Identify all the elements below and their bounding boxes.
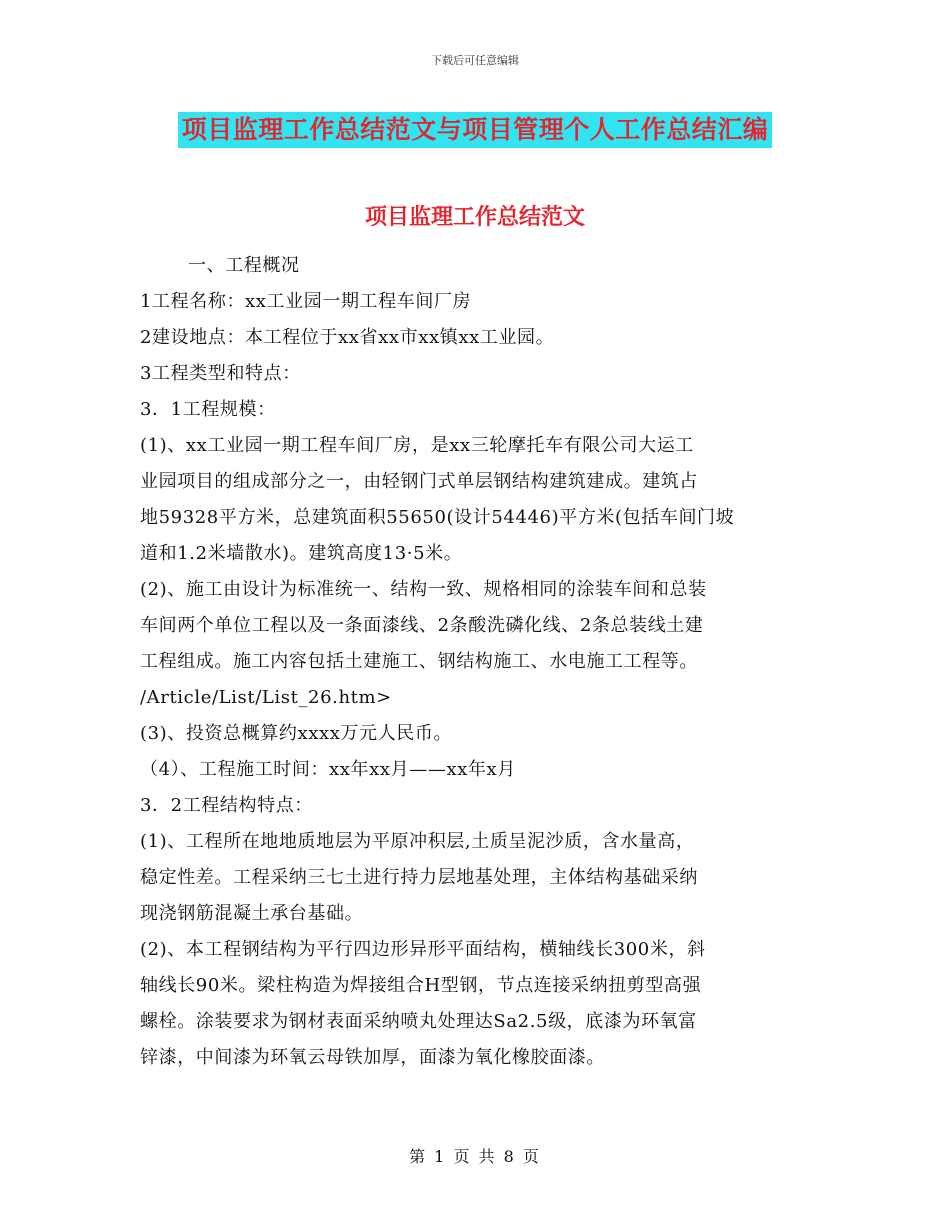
paragraph-line: 3工程类型和特点：: [140, 363, 301, 384]
paragraph-line: 道和1.2米墙散水)。建筑高度13·5米。: [140, 543, 463, 564]
page-footer: 第 1 页 共 8 页: [409, 1147, 541, 1166]
paragraph-line: (1)、xx工业园一期工程车间厂房，是xx三轮摩托车有限公司大运工: [140, 435, 694, 456]
paragraph-line: 螺栓。涂装要求为钢材表面采纳喷丸处理达Sa2.5级，底漆为环氧富: [140, 1011, 697, 1032]
paragraph-line: 3．2工程结构特点：: [140, 795, 313, 816]
main-title: 项目监理工作总结范文与项目管理个人工作总结汇编: [178, 112, 773, 148]
paragraph-line: 地59328平方米，总建筑面积55650(设计54446)平方米(包括车间门坡: [140, 507, 735, 528]
paragraph-line: (2)、施工由设计为标准统一、结构一致、规格相同的涂装车间和总装: [140, 579, 707, 600]
paragraph-line: （4）、工程施工时间：xx年xx月——xx年x月: [140, 759, 516, 780]
paragraph-line: 稳定性差。工程采纳三七土进行持力层地基处理，主体结构基础采纳: [140, 867, 698, 888]
paragraph-line: (2)、本工程钢结构为平行四边形异形平面结构，横轴线长300米，斜: [140, 939, 706, 960]
document-body: [140, 248, 810, 1076]
main-title-container: [0, 112, 950, 148]
section-title: 项目监理工作总结范文: [364, 205, 585, 230]
page-header-note: 下载后可任意编辑: [431, 54, 519, 67]
paragraph-line: (3)、投资总概算约xxxx万元人民币。: [140, 723, 453, 744]
paragraph-line: 车间两个单位工程以及一条面漆线、2条酸洗磷化线、2条总装线土建: [140, 615, 704, 636]
paragraph-line: 业园项目的组成部分之一，由轻钢门式单层钢结构建筑建成。建筑占: [140, 471, 698, 492]
paragraph-line: 2建设地点：本工程位于xx省xx市xx镇xx工业园。: [140, 327, 555, 348]
paragraph-line: 现浇钢筋混凝土承台基础。: [140, 903, 364, 924]
paragraph-line: 一、工程概况: [188, 255, 300, 276]
paragraph-line: 轴线长90米。梁柱构造为焊接组合H型钢，节点连接采纳扭剪型高强: [140, 975, 702, 996]
paragraph-line: 3．1工程规模：: [140, 399, 276, 420]
paragraph-line: /Article/List/List_26.htm>: [140, 687, 392, 708]
paragraph-line: 1工程名称：xx工业园一期工程车间厂房: [140, 291, 472, 312]
paragraph-line: (1)、工程所在地地质地层为平原冲积层,土质呈泥沙质，含水量高，: [140, 831, 695, 852]
paragraph-line: 锌漆，中间漆为环氧云母铁加厚，面漆为氧化橡胶面漆。: [140, 1047, 605, 1068]
paragraph-line: 工程组成。施工内容包括土建施工、钢结构施工、水电施工工程等。: [140, 651, 698, 672]
